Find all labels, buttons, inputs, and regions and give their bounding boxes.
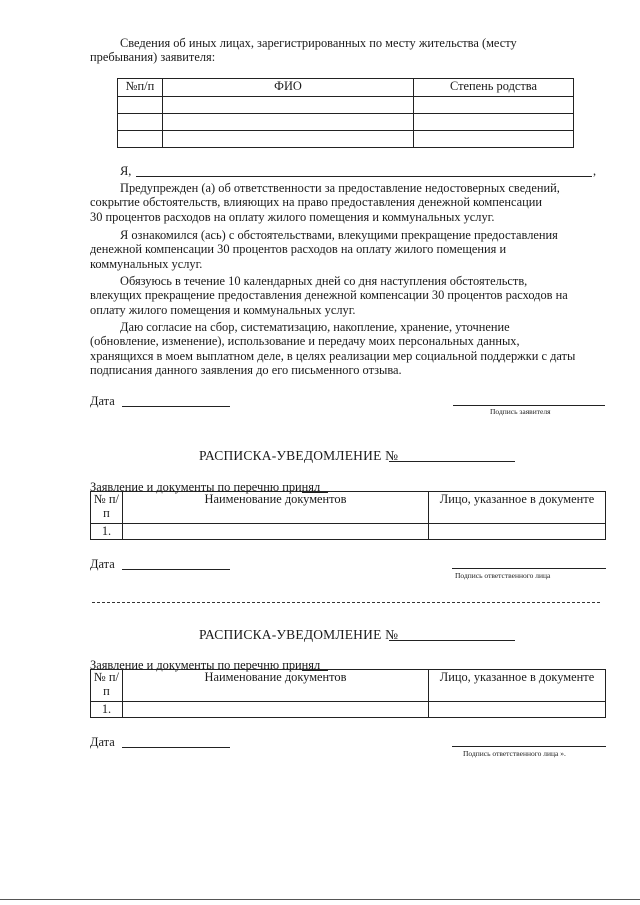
consent-paragraph [90, 320, 602, 378]
date-label: Дата [90, 735, 115, 749]
col-header-person: Лицо, указанное в документе [429, 670, 606, 702]
cell-doc-name[interactable] [123, 524, 429, 540]
ya-prefix: Я, [120, 164, 132, 178]
ya-suffix: , [593, 164, 597, 178]
col-header-number: №п/п [118, 79, 163, 97]
cell-person[interactable] [429, 524, 606, 540]
cell-person[interactable] [429, 702, 606, 718]
acknowledgement-paragraph [90, 228, 602, 271]
cell-relation[interactable] [414, 97, 574, 114]
paragraph-line: сокрытие обстоятельств, влияющих на право предоставления денежной компенсации [90, 195, 543, 210]
intro-line-2: пребывания) заявителя: [90, 50, 216, 65]
paragraph-line: хранящихся в моем выплатном деле, в целях реализации мер социальной поддержки с даты [90, 348, 576, 363]
table-row [91, 524, 606, 540]
intro-paragraph [90, 36, 602, 65]
cell-number[interactable] [118, 97, 163, 114]
col-header-relation: Степень родства [414, 79, 574, 97]
receipt-title: РАСПИСКА-УВЕДОМЛЕНИЕ № [199, 448, 399, 463]
date-line[interactable] [122, 569, 230, 570]
paragraph-line: Даю согласие на сбор, систематизацию, накопление, хранение, уточнение [120, 320, 510, 334]
official-signature-caption: Подпись ответственного лица ». [463, 749, 566, 758]
documents-table [90, 669, 606, 718]
date-line[interactable] [122, 747, 230, 748]
paragraph-line: 30 процентов расходов на оплату жилого помещения и коммунальных услуг. [90, 209, 495, 224]
receipt-number-line[interactable] [389, 461, 515, 462]
official-signature-caption: Подпись ответственного лица [455, 571, 551, 580]
cut-line [92, 602, 600, 603]
paragraph-line: (обновление, изменение), использование и передачу моих персональных данных, [90, 334, 520, 349]
cell-relation[interactable] [414, 131, 574, 148]
applicant-signature-caption: Подпись заявителя [490, 407, 551, 416]
cell-number: 1. [91, 524, 123, 540]
receipt-number-line[interactable] [389, 640, 515, 641]
cell-fio[interactable] [163, 114, 414, 131]
col-header-doc-name: Наименование документов [123, 492, 429, 524]
paragraph-line: влекущих прекращение предоставления денежной компенсации 30 процентов расходов на [90, 288, 568, 303]
relatives-table [117, 78, 574, 148]
paragraph-line: коммунальных услуг. [90, 256, 203, 271]
accepted-text: Заявление и документы по перечню принял [90, 658, 321, 672]
page-bottom-rule [0, 899, 640, 900]
warning-paragraph [90, 181, 602, 224]
col-header-person: Лицо, указанное в документе [429, 492, 606, 524]
col-header-doc-name: Наименование документов [123, 670, 429, 702]
cell-number: 1. [91, 702, 123, 718]
accepted-text: Заявление и документы по перечню принял [90, 480, 321, 494]
date-line[interactable] [122, 406, 230, 407]
col-header-fio: ФИО [163, 79, 414, 97]
obligation-paragraph [90, 274, 602, 317]
date-label: Дата [90, 557, 115, 571]
official-signature-line[interactable] [452, 746, 606, 747]
cell-relation[interactable] [414, 114, 574, 131]
table-row [118, 97, 574, 114]
cell-number[interactable] [118, 114, 163, 131]
intro-line-1: Сведения об иных лицах, зарегистрированных по месту жительства (месту [120, 36, 517, 50]
documents-table [90, 491, 606, 540]
cell-fio[interactable] [163, 131, 414, 148]
paragraph-line: оплату жилого помещения и коммунальных услуг. [90, 302, 356, 317]
table-row [118, 114, 574, 131]
table-row [118, 131, 574, 148]
paragraph-line: подписания данного заявления до его письменного отзыва. [90, 363, 402, 378]
paragraph-line: Предупрежден (а) об ответственности за предоставление недостоверных сведений, [120, 181, 560, 195]
applicant-signature-line[interactable] [453, 405, 605, 406]
cell-fio[interactable] [163, 97, 414, 114]
paragraph-line: денежной компенсации 30 процентов расходов на оплату жилого помещения и [90, 242, 507, 257]
col-header-number: № п/п [91, 492, 123, 524]
paragraph-line: Я ознакомился (ась) с обстоятельствами, влекущими прекращение предоставления [120, 228, 558, 242]
cell-doc-name[interactable] [123, 702, 429, 718]
receipt-title: РАСПИСКА-УВЕДОМЛЕНИЕ № [199, 627, 399, 642]
table-row [91, 702, 606, 718]
paragraph-line: Обязуюсь в течение 10 календарных дней со дня наступления обстоятельств, [120, 274, 528, 288]
official-signature-line[interactable] [452, 568, 606, 569]
applicant-name-line[interactable] [136, 176, 592, 177]
col-header-number: № п/п [91, 670, 123, 702]
date-label: Дата [90, 394, 115, 408]
cell-number[interactable] [118, 131, 163, 148]
